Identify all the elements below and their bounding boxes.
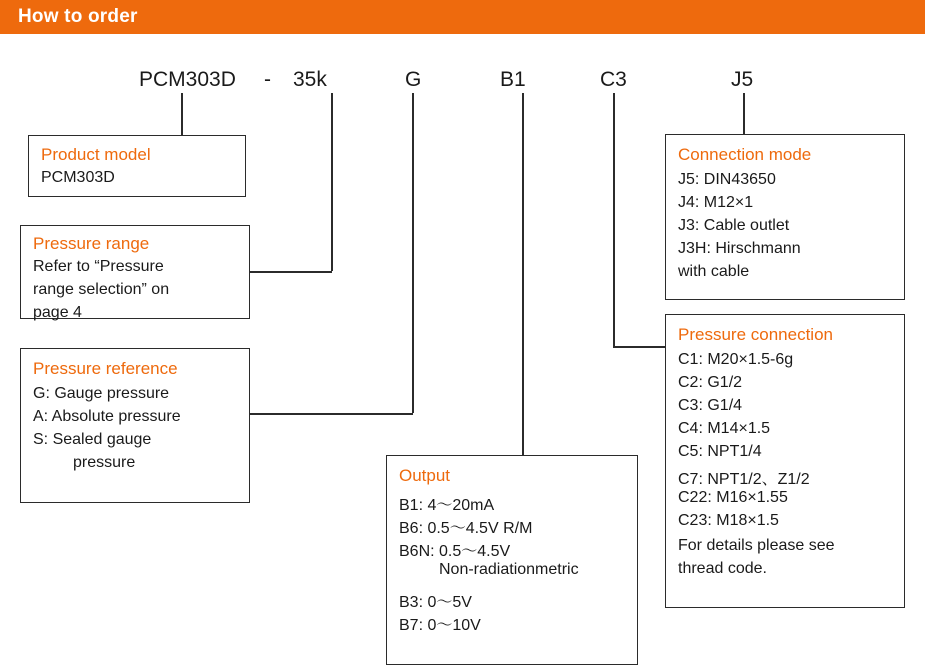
- box-output-line-5: B7: 0～10V: [399, 617, 481, 634]
- connector-pressure-connection-vertical: [613, 93, 615, 346]
- box-output-line-2: B6N: 0.5～4.5V: [399, 543, 511, 560]
- box-output-line-3: Non-radiationmetric: [439, 561, 579, 578]
- code-segment-dash: -: [264, 68, 271, 91]
- box-pressure-connection-line-9: thread code.: [678, 560, 767, 577]
- box-connection-mode-line-4: with cable: [678, 263, 750, 280]
- box-connection-mode-line-1: J4: M12×1: [678, 194, 754, 211]
- box-pressure-reference-line-1: A: Absolute pressure: [33, 408, 181, 425]
- connector-connection-mode: [743, 93, 745, 134]
- box-product-model-title: Product model: [41, 145, 151, 164]
- connector-pressure-reference-vertical: [412, 93, 414, 413]
- box-pressure-connection-line-5: C7: NPT1/2、Z1/2: [678, 471, 810, 488]
- box-pressure-connection-line-3: C4: M14×1.5: [678, 420, 771, 437]
- box-output-line-4: B3: 0～5V: [399, 594, 472, 611]
- box-pressure-reference-line-2: S: Sealed gauge: [33, 431, 152, 448]
- box-pressure-connection-line-0: C1: M20×1.5-6g: [678, 351, 794, 368]
- box-pressure-connection-line-4: C5: NPT1/4: [678, 443, 762, 460]
- code-segment-pressure-reference: G: [405, 68, 422, 91]
- code-segment-connection-mode: J5: [731, 68, 754, 91]
- box-pressure-connection-line-2: C3: G1/4: [678, 397, 743, 414]
- code-segment-output: B1: [500, 68, 526, 91]
- box-pressure-reference-line-3: pressure: [73, 454, 136, 471]
- box-product-model: [28, 135, 246, 197]
- connector-output: [522, 93, 524, 455]
- box-connection-mode-line-0: J5: DIN43650: [678, 171, 776, 188]
- page-title: How to order: [18, 6, 138, 27]
- connector-product-model: [181, 93, 183, 135]
- header-bar: [0, 0, 925, 34]
- box-output-title: Output: [399, 466, 451, 485]
- box-pressure-reference-title: Pressure reference: [33, 359, 178, 378]
- box-output-line-1: B6: 0.5～4.5V R/M: [399, 520, 533, 537]
- code-segment-product-model: PCM303D: [139, 68, 236, 91]
- box-pressure-range: [20, 225, 250, 319]
- box-output: [386, 455, 638, 665]
- connector-pressure-reference-horizontal: [250, 413, 413, 415]
- box-pressure-range-title: Pressure range: [33, 234, 150, 253]
- box-pressure-range-line-1: range selection” on: [33, 281, 170, 298]
- box-connection-mode-title: Connection mode: [678, 145, 812, 164]
- code-segment-pressure-range: 35k: [293, 68, 327, 91]
- box-product-model-line-0: PCM303D: [41, 169, 115, 186]
- box-pressure-range-line-2: page 4: [33, 304, 82, 321]
- connector-pressure-connection-horizontal: [613, 346, 665, 348]
- connector-pressure-range-vertical: [331, 93, 333, 271]
- box-pressure-reference-line-0: G: Gauge pressure: [33, 385, 170, 402]
- box-pressure-connection-line-8: For details please see: [678, 537, 835, 554]
- box-pressure-range-line-0: Refer to “Pressure: [33, 258, 164, 275]
- box-pressure-connection-line-1: C2: G1/2: [678, 374, 743, 391]
- box-connection-mode: [665, 134, 905, 300]
- box-pressure-connection-line-6: C22: M16×1.55: [678, 489, 788, 506]
- box-output-line-0: B1: 4～20mA: [399, 497, 495, 514]
- connector-pressure-range-horizontal: [250, 271, 332, 273]
- code-segment-pressure-connection: C3: [600, 68, 627, 91]
- box-pressure-reference: [20, 348, 250, 503]
- box-pressure-connection-title: Pressure connection: [678, 325, 833, 344]
- box-connection-mode-line-3: J3H: Hirschmann: [678, 240, 801, 257]
- box-pressure-connection: [665, 314, 905, 608]
- box-pressure-connection-line-7: C23: M18×1.5: [678, 512, 779, 529]
- box-connection-mode-line-2: J3: Cable outlet: [678, 217, 790, 234]
